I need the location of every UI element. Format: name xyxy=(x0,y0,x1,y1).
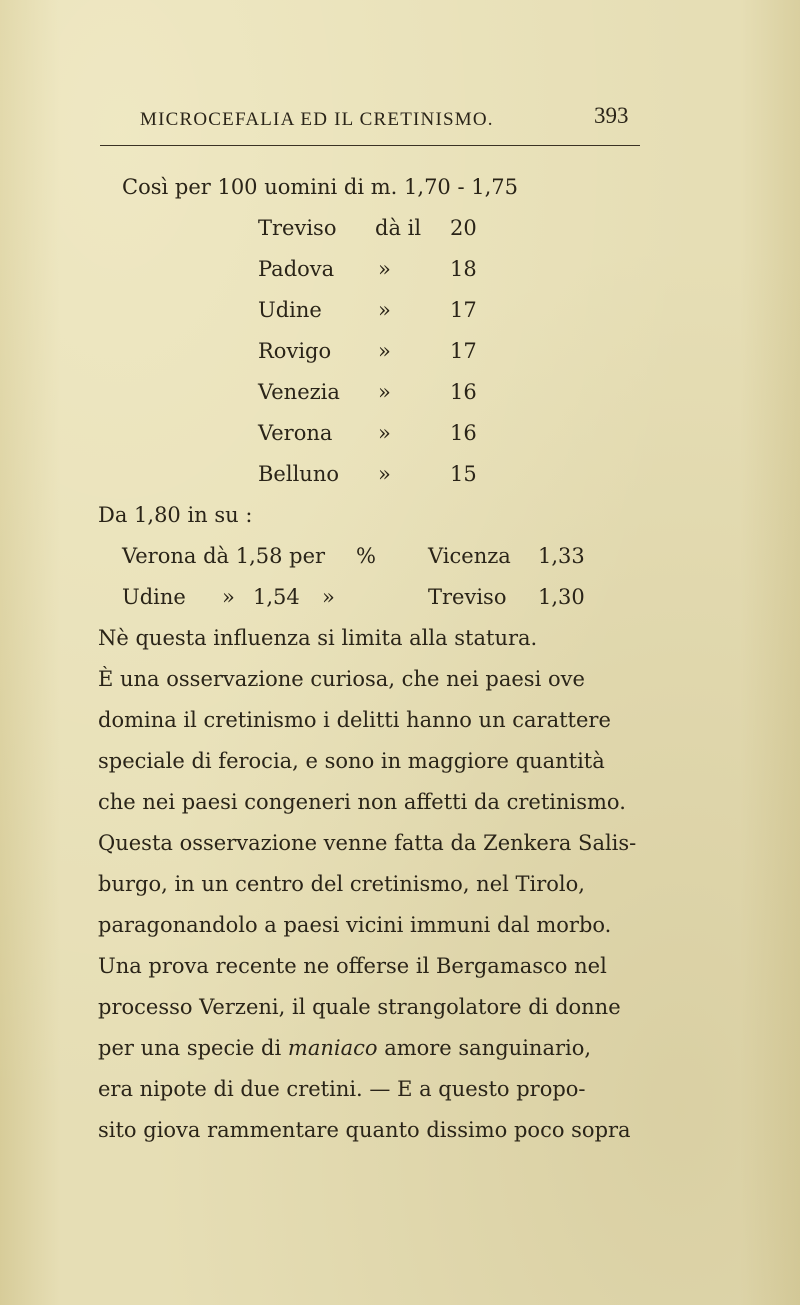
place-name: Treviso xyxy=(258,216,337,240)
ditto-mark: » xyxy=(378,257,391,281)
left-entry: Verona dà 1,58 per xyxy=(122,544,326,568)
text-line: processo Verzeni, il quale strangolatore di donne xyxy=(98,995,621,1019)
place-name: Verona xyxy=(258,421,333,445)
place-name: Udine xyxy=(122,585,186,609)
header-rule xyxy=(100,145,640,146)
text-line: era nipote di due cretini. — E a questo propo- xyxy=(98,1077,586,1101)
value-cell: 16 xyxy=(450,380,477,404)
italic-word: maniaco xyxy=(287,1036,378,1060)
place-name: Udine xyxy=(258,298,322,322)
ditto-mark: » xyxy=(322,585,335,609)
place-name: Rovigo xyxy=(258,339,332,363)
value-cell: 17 xyxy=(450,339,477,363)
intro-line: Così per 100 uomini di m. 1,70 - 1,75 xyxy=(122,175,518,199)
place-name: Vicenza xyxy=(428,544,511,568)
value-cell: 1,33 xyxy=(538,544,585,568)
value-cell: 15 xyxy=(450,462,477,486)
place-name: Venezia xyxy=(258,380,340,404)
section-label: Da 1,80 in su : xyxy=(98,503,253,527)
text-line: Una prova recente ne offerse il Bergamasco nel xyxy=(98,954,607,978)
place-name: Belluno xyxy=(258,462,339,486)
text-line: Nè questa influenza si limita alla statura. xyxy=(98,626,538,650)
place-name: Padova xyxy=(258,257,335,281)
place-name: Treviso xyxy=(428,585,507,609)
text-line: sito giova rammentare quanto dissimo poco sopra xyxy=(98,1118,631,1142)
value-cell: 1,54 xyxy=(253,585,300,609)
header-word: dà il xyxy=(375,216,422,240)
text-line: paragonandolo a paesi vicini immuni dal morbo. xyxy=(98,913,612,937)
ditto-mark: » xyxy=(378,462,391,486)
value-cell: 20 xyxy=(450,216,477,240)
text-line: burgo, in un centro del cretinismo, nel Tirolo, xyxy=(98,872,585,896)
running-header: MICROCEFALIA ED IL CRETINISMO. xyxy=(140,109,494,130)
ditto-mark: » xyxy=(378,298,391,322)
page-number: 393 xyxy=(594,103,629,128)
text-segment: amore sanguinario, xyxy=(377,1036,592,1060)
value-cell: 1,30 xyxy=(538,585,585,609)
text-line: Questa osservazione venne fatta da Zenkera Salis- xyxy=(98,831,637,855)
ditto-mark: » xyxy=(378,380,391,404)
text-line xyxy=(98,1036,591,1060)
ditto-mark: » xyxy=(378,339,391,363)
percent-sign: % xyxy=(356,544,376,568)
text-segment: per una specie di xyxy=(98,1036,288,1060)
value-cell: 17 xyxy=(450,298,477,322)
value-cell: 16 xyxy=(450,421,477,445)
text-line: speciale di ferocia, e sono in maggiore quantità xyxy=(98,749,605,773)
text-line: che nei paesi congeneri non affetti da cretinismo. xyxy=(98,790,626,814)
value-cell: 18 xyxy=(450,257,477,281)
text-line: domina il cretinismo i delitti hanno un carattere xyxy=(98,708,611,732)
ditto-mark: » xyxy=(378,421,391,445)
ditto-mark: » xyxy=(222,585,235,609)
text-line: È una osservazione curiosa, che nei paesi ove xyxy=(98,667,585,691)
